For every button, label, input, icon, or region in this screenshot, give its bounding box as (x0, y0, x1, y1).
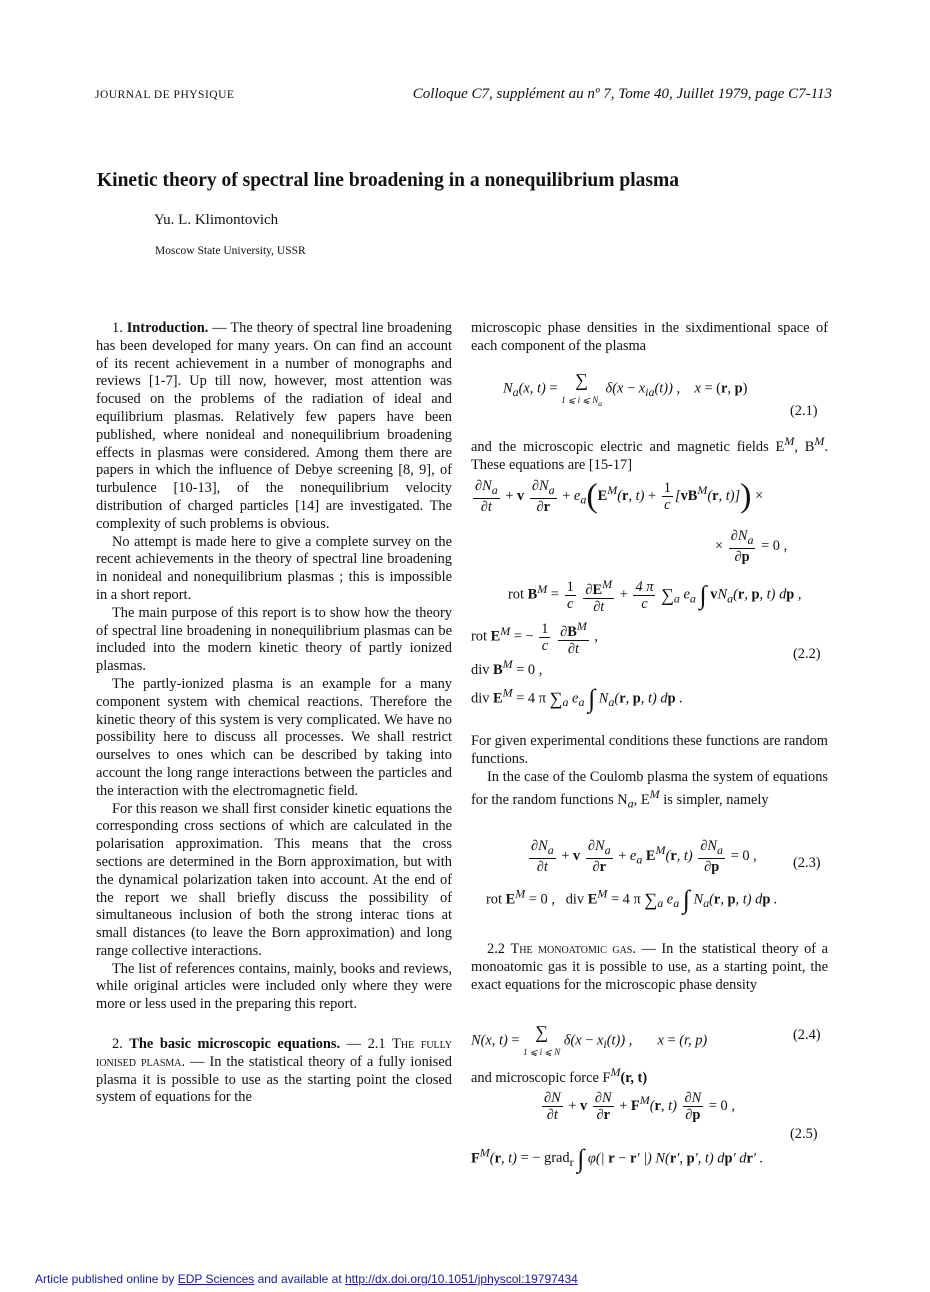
equation-number: (2.1) (790, 403, 818, 419)
paragraph-text: — In the statistical theory of a fully ionised plasma it is possible to use as the starting point the closed system of equations for the (96, 1053, 452, 1106)
paragraph-text: — In the statistical theory of a monoatomic gas it is possible to use, as a starting point, the exact equations for the microscopic phase density (471, 941, 828, 993)
left-column (96, 320, 452, 1107)
publisher-link[interactable]: EDP Sciences (177, 1272, 255, 1286)
equation-number: (2.3) (793, 855, 821, 871)
paragraph-text: (r, t) (620, 1069, 648, 1086)
section-number: 1. (112, 320, 123, 336)
equation-number: (2.5) (790, 1126, 818, 1142)
author: Yu. L. Klimontovich (154, 212, 279, 228)
equation-2-5-line2: $F^M(r$, t) = − grad$_r$ ∫ φ(| r − r′ |) N(r′, p′, t) dp′ dr′ . (471, 1144, 764, 1173)
right-column-force (471, 1064, 828, 1088)
footer-text: Article published online by (35, 1272, 178, 1286)
paragraph-text: In the case of the Coulomb plasma the system of equations for the random functions N (471, 768, 828, 809)
paragraph-text: . These equations are [15-17] (471, 438, 828, 473)
paragraph: The list of references contains, mainly, books and reviews, while original articles were included only where they were more or less used in the preparing this report. (96, 960, 452, 1013)
right-column-top (471, 320, 828, 356)
section-heading: Introduction. (126, 320, 209, 336)
paragraph-text: , B (794, 438, 815, 455)
paragraph: and microscopic force $F^M(r$, t) (471, 1065, 648, 1086)
paragraph-text: is simpler, namely (659, 792, 769, 809)
dash: — 2.1 (340, 1036, 393, 1053)
equation-2-3-line2: rot $E^M = 0$ , div $E^M = 4$ π $\sum_a$ $e_a$ ∫ $N_a(r$, p, t) dp . (486, 885, 778, 914)
journal-name: JOURNAL DE PHYSIQUE (95, 89, 235, 101)
equation-number: (2.2) (793, 646, 821, 662)
equation-2-2-line5: div $B^M = 0$ , (471, 657, 543, 678)
paragraph: For this reason we shall first consider kinetic equations the corresponding cross sections of which are calculated in the polarisation approximation. This means that the cross sections are determined in the Born approximation, but with the dynamical polarization taken into account. At the end of the report we shall briefly discuss the possibility of simultaneous inclusion of both the strong interac tions at small distances (to leave the Born approximation) and long range collective interactions. (96, 800, 452, 959)
equation-2-3-line1: $\frac{\partial N_a}{\partial t}$ + v $\frac{\partial N_a}{\partial r}$ + $e_a$ $E^M(r$, t) $\frac{\partial N_a}{\partial p}$ = 0 , (531, 838, 757, 875)
section-heading: The basic microscopic equations. (129, 1036, 341, 1053)
equation-2-2-line4: rot $E^M$ = − $\frac{1}{c}$ $\frac{\partial B^M}{\partial t}$ , (471, 619, 599, 657)
intro-paragraph (96, 320, 452, 534)
equation-2-2-line6: div $E^M = 4$ π $\sum_a$ $e_a$ ∫ $N_a(r$, p, t) dp . (471, 684, 683, 713)
paragraph: No attempt is made here to give a complete survey on the recent achievements in the theory of spectral line broadening in nonideal and nonequilibrium plasmas ; this is impossible in a short report. (96, 533, 452, 603)
section-number: 2.2 (487, 941, 511, 957)
section2-paragraph (96, 1036, 452, 1107)
paragraph-text: and microscopic force F (471, 1069, 611, 1086)
section-number: 2. (112, 1036, 123, 1053)
issue-info: Colloque C7, supplément au nº 7, Tome 40, Juillet 1979, page C7-113 (412, 86, 832, 102)
paragraph: In the case of the Coulomb plasma the system of equations for the random functions $N_a$, $E^M$ is simpler, namely (471, 768, 828, 812)
doi-link[interactable]: http://dx.doi.org/10.1051/jphyscol:19797434 (344, 1272, 578, 1286)
paragraph: and the microscopic electric and magnetic fields $E^M$, $B^M$. These equations are [15-17] (471, 434, 828, 473)
paragraph-text: and the microscopic electric and magnetic fields E (471, 438, 785, 455)
footer-text: and available at (254, 1272, 345, 1286)
right-column-fields (471, 433, 828, 474)
equation-2-2-line3: rot $B^M$ = $\frac{1}{c}$ $\frac{\partial E^M}{\partial t}$ + $\frac{4 \pi}{c}$ $\sum_a$ $e_a$ ∫ $vN_a(r$, p, t) dp , (508, 577, 802, 615)
equation-2-4: N(x, t) = ∑ 1 ⩽ i ⩽ N $\delta(x - x_i(t))$ , x = (r, p) (471, 1022, 708, 1057)
right-column-section22 (471, 941, 828, 994)
affiliation: Moscow State University, USSR (155, 245, 306, 257)
paragraph: The partly-ionized plasma is an example for a many component system with chemical reactions. Therefore the kinetic theory of this system is very complicated. We have no possibility here to discuss all processes. We shall restrict ourselves to ones which can be described by taking into account the long range interactions between the particles and the interaction with the electromagnetic field. (96, 675, 452, 799)
footer-note (35, 1272, 578, 1286)
paragraph: microscopic phase densities in the sixdimentional space of each component of the plasma (471, 320, 828, 354)
paragraph-text: , E (633, 792, 650, 809)
article-title: Kinetic theory of spectral line broadening in a nonequilibrium plasma (97, 170, 679, 191)
equation-2-1: $N_a(x$, t) = ∑ 1 ⩽ i ⩽ $N_a$ $\delta(x - x_{ia}(t))$ , x = (r, p) (503, 370, 748, 408)
subsection-heading: The monoatomic gas. (510, 941, 636, 957)
subsection-heading: The fully ionised plasma. (96, 1036, 452, 1070)
equation-2-2-line2: × $\frac{\partial N_a}{\partial p}$ = 0 , (715, 528, 788, 565)
right-column-middle (471, 733, 828, 814)
paragraph (471, 941, 828, 994)
paragraph: For given experimental conditions these functions are random functions. (471, 733, 828, 767)
equation-number: (2.4) (793, 1027, 821, 1043)
equation-2-2-line1: $\frac{\partial N_a}{\partial t}$ + v $\frac{\partial N_a}{\partial r}$ + $e_a(E^M(r$, t) + $\frac{1}{c}$ [$vB^M(r$, t)]) × (475, 477, 764, 515)
paragraph-text: — The theory of spectral line broadening has been developed for many years. On can find an account of its recent achievement in a number of monographs and reviews [1-7]. Up till now, however, most attention was focused on the problems of the radiation of ideal and equilibrium plasmas. Relatively few papers have been published, where nonideal and nonequilibrium broadening effects in plasmas were considered. Among them there are papers in which the influence of Debye screening [8, 9], of turbulence [10-13], of the nonequilibrium velocity distribution of charged particles [14] are investigated. The complexity of such problems is obvious. (96, 320, 452, 532)
paragraph: The main purpose of this report is to show how the theory of spectral line broadening in nonequilibrium plasmas can be included into the modern kinetic theory of partly ionized plasmas. (96, 604, 452, 675)
equation-2-5-line1: $\frac{\partial N}{\partial t}$ + v $\frac{\partial N}{\partial r}$ + $F^M(r$, t) $\frac{\partial N}{\partial p}$ = 0 , (544, 1090, 735, 1123)
